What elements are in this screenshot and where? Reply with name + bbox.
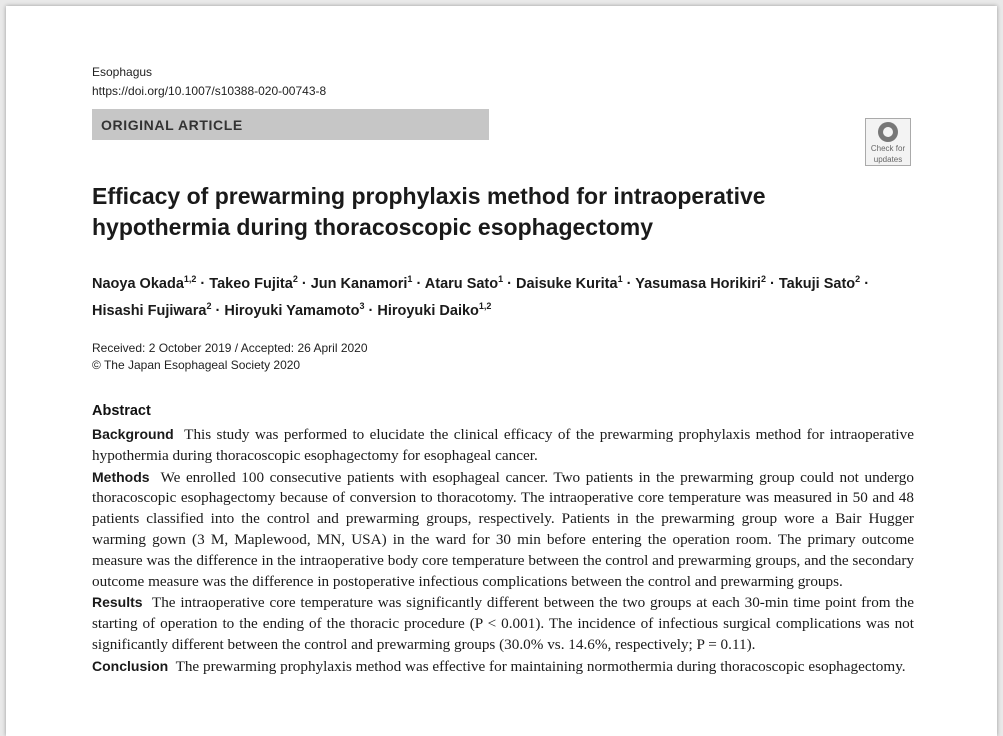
paper-page xyxy=(6,6,997,736)
author: Hisashi Fujiwara$^2$ xyxy=(92,300,212,319)
author-list: Naoya Okada$^{1,2}$ · Takeo Fujita$^2$ · Jun Kanamori$^1$ · Ataru Sato$^1$ · Daisuke Kurita$^1$ · Yasumasa Horikiri$^2$ · Takuji Sato$^2$ · Hisashi Fujiwara$^2$ · Hiroyuki Yamamoto$^3$ · Hiroyuki Daiko$^{1,2}$ xyxy=(92,274,870,319)
author: Naoya Okada$^{1,2}$ xyxy=(92,274,197,292)
bookmark-check-icon xyxy=(878,122,898,142)
author: Yasumasa Horikiri$^2$ xyxy=(635,274,766,292)
abstract-heading: Abstract xyxy=(92,403,151,419)
copyright: © The Japan Esophageal Society 2020 xyxy=(92,358,301,372)
author: Takuji Sato$^2$ xyxy=(778,274,861,292)
abstract-results: Results The intraoperative core temperature was significantly different between the two groups at each 30-min time point from the starting of operation to the ending of the thoracic procedure (P < 0.001). The incidence of infectious surgical complications was not significantly different between the control and prewarming groups (30.0% vs. 14.6%, respectively; P = 0.11). xyxy=(92,594,914,653)
publication-dates xyxy=(92,340,368,374)
badge-text-1: Check for xyxy=(870,144,906,153)
check-for-updates-badge[interactable] xyxy=(865,118,911,166)
received-accepted: Received: 2 October 2019 / Accepted: 26 April 2020 xyxy=(92,341,368,355)
abstract-background: Background This study was performed to elucidate the clinical efficacy of the prewarming prophylaxis method for intraoperative hypothermia during thoracoscopic esophagectomy for esophageal cancer. xyxy=(92,426,914,464)
author: Takeo Fujita$^2$ xyxy=(209,274,298,292)
badge-text-2: updates xyxy=(873,155,903,164)
abstract-methods: Methods We enrolled 100 consecutive patients with esophageal cancer. Two patients in the prewarming group could not undergo thoracoscopic esophagectomy because of conversion to thoracotomy. The intraoperative core temperature was measured in 50 and 48 patients classified into the control and prewarming groups, respectively. Patients in the prewarming group wore a Bair Hugger warming gown (3 M, Maplewood, MN, USA) in the ward for 30 min before entering the operation room. The primary outcome measure was the difference in the intraoperative body core temperature between the control and prewarming groups, and the secondary outcome measure was the difference in postoperative infectious complications between the control and prewarming groups. xyxy=(92,468,914,590)
article-type-band xyxy=(92,109,489,140)
abstract-body xyxy=(92,424,914,678)
author: Hiroyuki Yamamoto$^3$ xyxy=(224,300,365,319)
article-title: Efficacy of prewarming prophylaxis method for intraoperative hypothermia during thoracoscopic esophagectomy xyxy=(92,183,766,240)
author: Hiroyuki Daiko$^{1,2}$ xyxy=(377,300,492,319)
abstract-conclusion: Conclusion The prewarming prophylaxis method was effective for maintaining normothermia during thoracoscopic esophagectomy. xyxy=(92,657,906,675)
author: Daisuke Kurita$^1$ xyxy=(516,274,623,292)
article-type: ORIGINAL ARTICLE xyxy=(101,117,243,133)
journal-name: Esophagus xyxy=(92,65,153,79)
author: Jun Kanamori$^1$ xyxy=(310,274,413,292)
journal-info xyxy=(92,63,326,101)
doi-link[interactable]: https://doi.org/10.1007/s10388-020-00743-8 xyxy=(92,84,327,98)
author: Ataru Sato$^1$ xyxy=(424,274,504,292)
